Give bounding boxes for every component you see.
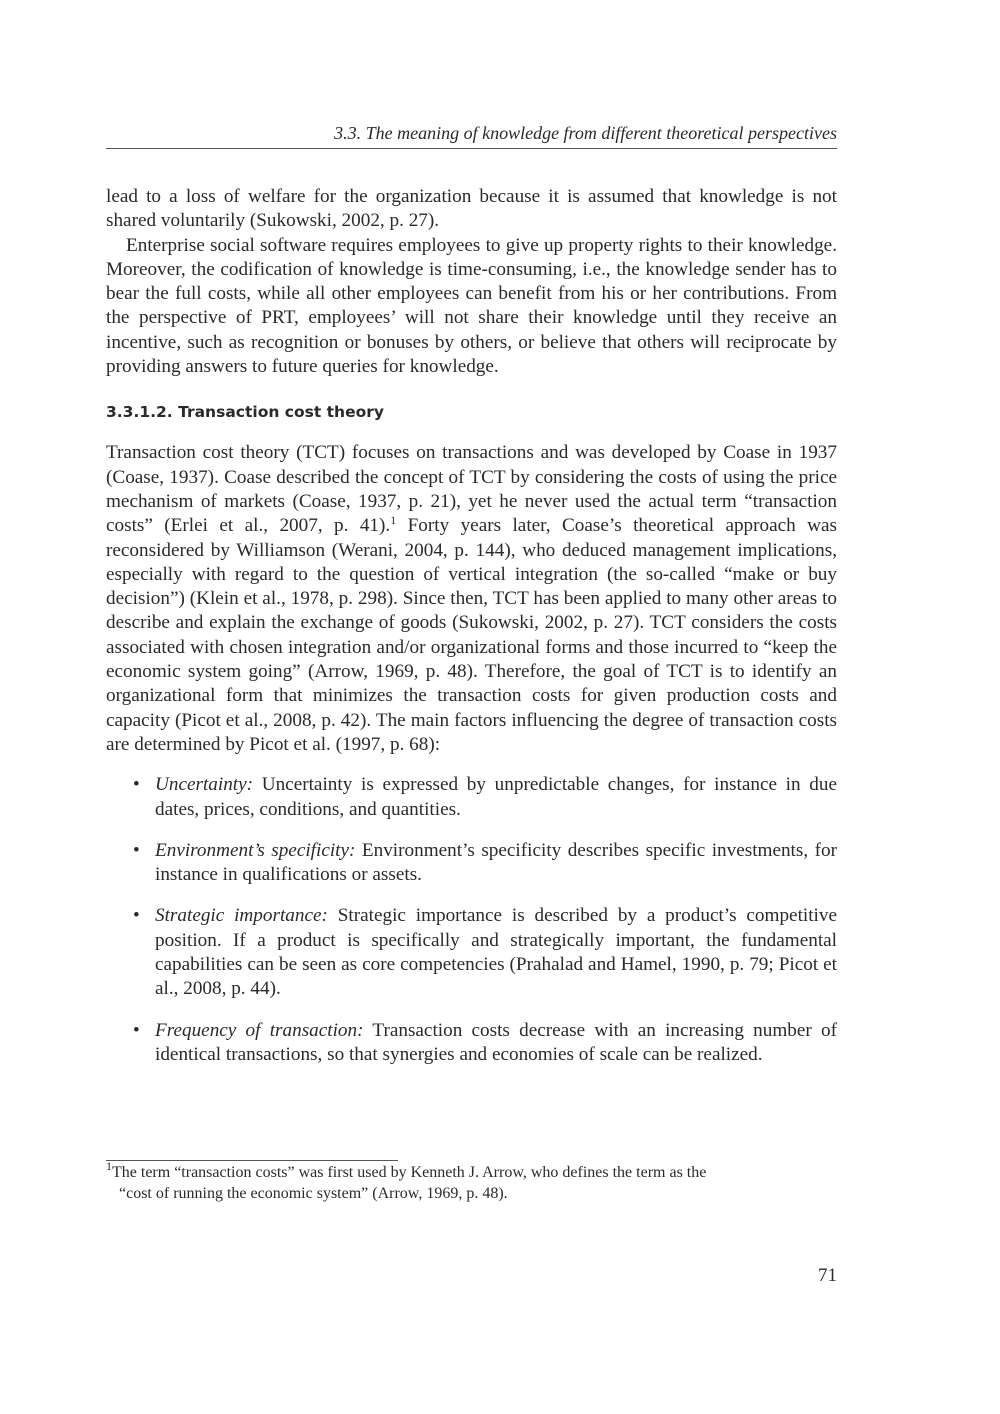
factor-term: Strategic importance: — [155, 905, 328, 927]
list-item — [106, 1019, 837, 1068]
body-text — [106, 185, 837, 1084]
factor-text: Uncertainty is expressed by unpredictable changes, for instance in due dates, prices, conditions, and quantities. — [155, 774, 837, 820]
list-item — [106, 773, 837, 822]
bullet-icon: • — [133, 774, 140, 796]
footnote-marker: 1 — [106, 1159, 112, 1173]
paragraph-3-part1: Transaction cost theory (TCT) focuses on transactions and was developed by Coase in 1937 (Coase, 1937). Coase described the concept of TCT by considering the costs of using the price mechanism of markets (Coase, 1937, p. 21), yet he never used the actual term “transaction costs” (Erlei et al., 2007, p. 41). — [106, 442, 837, 537]
paragraph-2: Enterprise social software requires employees to give up property rights to their knowledge. Moreover, the codification of knowledge is time-consuming, i.e., the knowledge sender has to bear the full costs, while all other employees can benefit from his or her contributions. From the perspective of PRT, employees’ will not share their knowledge until they receive an incentive, such as recognition or bonuses by others, or believe that others will reciprocate by providing answers to future queries for knowledge. — [106, 234, 837, 378]
header-rule — [106, 148, 837, 149]
running-header: 3.3. The meaning of knowledge from different theoretical perspectives — [334, 123, 837, 143]
list-item — [106, 904, 837, 1001]
factor-term: Frequency of transaction: — [155, 1019, 364, 1041]
footnote-line-1: The term “transaction costs” was first used by Kenneth J. Arrow, who defines the term as the — [112, 1164, 707, 1181]
paragraph-1: lead to a loss of welfare for the organization because it is assumed that knowledge is not shared voluntarily (Sukowski, 2002, p. 27). — [106, 186, 837, 232]
list-item — [106, 839, 837, 888]
footnote-ref: 1 — [390, 513, 397, 528]
paragraph-3 — [106, 441, 837, 757]
document-page — [106, 0, 837, 1414]
page-number: 71 — [818, 1265, 837, 1286]
section-heading: 3.3.1.2. Transaction cost theory — [106, 403, 384, 422]
factor-text: Strategic importance is described by a product’s competitive position. If a product is specifically and strategically important, the fundamental capabilities can be seen as core competencies (Prahalad and Hamel, 1990, p. 79; Picot et al., 2008, p. 44). — [155, 905, 837, 1000]
bullet-icon: • — [133, 839, 140, 861]
bullet-icon: • — [133, 905, 140, 927]
factor-text: Environment’s specificity describes specific investments, for instance in qualifications or assets. — [155, 839, 837, 886]
factor-term: Uncertainty: — [155, 774, 254, 796]
factor-text: Transaction costs decrease with an increasing number of identical transactions, so that synergies and economies of scale can be realized. — [155, 1019, 837, 1065]
factor-list — [106, 773, 837, 1067]
footnote — [106, 1159, 837, 1204]
bullet-icon: • — [133, 1019, 140, 1041]
footnote-rule — [106, 1160, 398, 1161]
footnote-line-2: “cost of running the economic system” (Arrow, 1969, p. 48). — [119, 1185, 508, 1202]
factor-term: Environment’s specificity: — [155, 839, 356, 861]
paragraph-3-part2: Forty years later, Coase’s theoretical approach was reconsidered by Williamson (Werani, 2004, p. 144), who deduced management implications, especially with regard to the question of vertical integration (the so-called “make or buy decision”) (Klein et al., 1978, p. 298). Since then, TCT has been applied to many other areas to describe and explain the exchange of goods (Sukowski, 2002, p. 27). TCT considers the costs associated with chosen integration and/or organizational forms and those incurred to “keep the economic system going” (Arrow, 1969, p. 48). Therefore, the goal of TCT is to identify an organizational form that minimizes the transaction costs for given production costs and capacity (Picot et al., 2008, p. 42). The main factors influencing the degree of transaction costs are determined by Picot et al. (1997, p. 68): — [106, 515, 837, 755]
